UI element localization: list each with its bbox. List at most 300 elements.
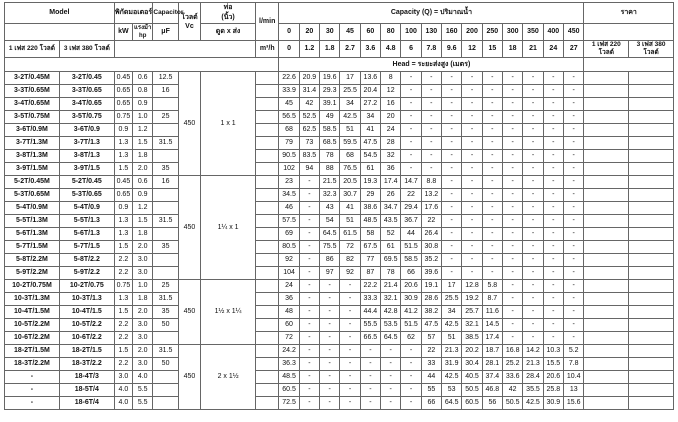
- power-kw: 0.65: [114, 98, 132, 111]
- capacitor-uf: [153, 202, 178, 215]
- head-value: 69: [279, 228, 299, 241]
- header-uf: μF: [153, 24, 178, 41]
- head-value: 30.4: [462, 358, 482, 371]
- head-value: -: [543, 228, 563, 241]
- head-value: 76.5: [340, 163, 360, 176]
- head-value: -: [320, 306, 340, 319]
- header-spacer: [114, 41, 255, 58]
- price-1ph: [584, 124, 629, 137]
- head-value: 10.3: [543, 345, 563, 358]
- m3h-value: 7.8: [421, 41, 441, 58]
- head-value: -: [442, 176, 462, 189]
- table-row: [5, 150, 674, 163]
- lmin-value: 400: [543, 24, 563, 41]
- head-value: -: [523, 306, 543, 319]
- head-value: -: [340, 319, 360, 332]
- power-kw: 1.3: [114, 293, 132, 306]
- head-value: 87: [360, 267, 380, 280]
- pump-spec-table: [4, 2, 674, 410]
- head-value: -: [543, 98, 563, 111]
- model-3ph: 5-7T/1.5: [59, 241, 114, 254]
- head-value: -: [401, 150, 421, 163]
- head-value: 48.5: [360, 215, 380, 228]
- power-kw: 0.45: [114, 176, 132, 189]
- model-1ph: 10-5T/2.2M: [5, 319, 60, 332]
- table-body: [5, 72, 674, 410]
- head-value: 44.4: [360, 306, 380, 319]
- head-value: -: [401, 345, 421, 358]
- power-kw: 2.2: [114, 358, 132, 371]
- price-1ph: [584, 254, 629, 267]
- head-value: 21.3: [442, 345, 462, 358]
- head-value: 42.5: [442, 371, 462, 384]
- capacitor-uf: 16: [153, 176, 178, 189]
- head-value: -: [340, 358, 360, 371]
- table-header: [5, 3, 674, 72]
- capacitor-uf: 25: [153, 280, 178, 293]
- head-value: -: [523, 280, 543, 293]
- power-hp: 5.5: [133, 384, 153, 397]
- head-value: 64.5: [381, 332, 401, 345]
- m3h-value: 1.2: [299, 41, 319, 58]
- head-value: 28.6: [421, 293, 441, 306]
- price-3ph: [629, 371, 674, 384]
- model-3ph: 18-5T/4: [59, 384, 114, 397]
- head-value: 21.3: [523, 358, 543, 371]
- head-value: 86: [320, 254, 340, 267]
- head-value: -: [482, 163, 502, 176]
- head-value: -: [523, 150, 543, 163]
- head-value: 15.5: [543, 358, 563, 371]
- head-value: 20.4: [360, 85, 380, 98]
- head-value: -: [482, 137, 502, 150]
- head-value: 22.2: [360, 280, 380, 293]
- head-value: -: [523, 254, 543, 267]
- head-value: 52: [381, 228, 401, 241]
- head-value: -: [442, 202, 462, 215]
- model-3ph: 5-2T/0.45: [59, 176, 114, 189]
- head-value: -: [360, 371, 380, 384]
- head-value: -: [340, 371, 360, 384]
- model-1ph: 3-7T/1.3M: [5, 137, 60, 150]
- head-value: 24: [279, 280, 299, 293]
- head-value: 47.5: [360, 137, 380, 150]
- head-value: 17.6: [421, 202, 441, 215]
- price-1ph: [584, 345, 629, 358]
- head-value: -: [360, 345, 380, 358]
- head-value: -: [320, 397, 340, 410]
- price-3ph: [629, 345, 674, 358]
- head-value: 43: [320, 202, 340, 215]
- head-value: 57.5: [279, 215, 299, 228]
- head-value: -: [563, 111, 583, 124]
- head-value: 25.7: [462, 306, 482, 319]
- price-3ph: [629, 150, 674, 163]
- head-value: 46.8: [482, 384, 502, 397]
- power-hp: 1.2: [133, 202, 153, 215]
- head-value: -: [563, 150, 583, 163]
- head-value: -: [482, 215, 502, 228]
- head-value: 31.4: [299, 85, 319, 98]
- head-value: -: [421, 163, 441, 176]
- head-value: 53: [442, 384, 462, 397]
- head-value: 36: [279, 293, 299, 306]
- lmin-value: 350: [523, 24, 543, 41]
- pipe-size: 1½ x 1¼: [201, 280, 256, 345]
- head-value: -: [320, 280, 340, 293]
- head-value: -: [442, 150, 462, 163]
- head-value: 10.4: [563, 371, 583, 384]
- head-value: 28.1: [482, 358, 502, 371]
- lmin-value: 20: [299, 24, 319, 41]
- head-value: -: [442, 137, 462, 150]
- head-value: -: [462, 215, 482, 228]
- head-value: 72: [279, 332, 299, 345]
- head-value: -: [503, 267, 523, 280]
- head-value: 26.4: [421, 228, 441, 241]
- table-row: [5, 345, 674, 358]
- model-3ph: 18-4T/3: [59, 371, 114, 384]
- head-value: 94: [299, 163, 319, 176]
- capacitor-uf: 16: [153, 85, 178, 98]
- header-capacity: Capacity (Q) = ปริมาณน้ำ: [279, 3, 584, 24]
- table-row: [5, 384, 674, 397]
- head-value: -: [503, 280, 523, 293]
- model-1ph: 5-8T/2.2M: [5, 254, 60, 267]
- head-value: -: [381, 384, 401, 397]
- head-value: 39.6: [421, 267, 441, 280]
- lmin-value: 200: [462, 24, 482, 41]
- head-value: -: [543, 202, 563, 215]
- head-value: -: [503, 163, 523, 176]
- head-value: 17.4: [482, 332, 502, 345]
- head-value: 102: [279, 163, 299, 176]
- model-3ph: 3-9T/1.5: [59, 163, 114, 176]
- capacitor-uf: 50: [153, 319, 178, 332]
- head-value: -: [563, 241, 583, 254]
- price-1ph: [584, 319, 629, 332]
- price-1ph: [584, 371, 629, 384]
- head-label-spacer: [256, 332, 279, 345]
- head-value: -: [503, 293, 523, 306]
- table-row: [5, 202, 674, 215]
- head-value: -: [320, 293, 340, 306]
- head-value: -: [523, 267, 543, 280]
- power-hp: 3.0: [133, 254, 153, 267]
- head-label-spacer: [256, 371, 279, 384]
- table-row: [5, 332, 674, 345]
- capacitor-uf: 35: [153, 306, 178, 319]
- head-label-spacer: [256, 176, 279, 189]
- head-value: -: [299, 176, 319, 189]
- head-value: 14.7: [401, 176, 421, 189]
- head-value: 57: [421, 332, 441, 345]
- head-label-spacer: [256, 228, 279, 241]
- head-value: -: [503, 150, 523, 163]
- table-row: [5, 98, 674, 111]
- model-1ph: 5-4T/0.9M: [5, 202, 60, 215]
- price-3ph: [629, 280, 674, 293]
- head-value: -: [401, 397, 421, 410]
- lmin-value: 30: [320, 24, 340, 41]
- head-value: 45: [279, 98, 299, 111]
- head-value: -: [482, 189, 502, 202]
- header-capacitor: Capacitor: [153, 3, 178, 24]
- head-value: 54: [320, 215, 340, 228]
- price-3ph: [629, 293, 674, 306]
- power-kw: 2.2: [114, 319, 132, 332]
- power-hp: 1.8: [133, 228, 153, 241]
- head-value: 28: [381, 137, 401, 150]
- head-value: 25.5: [340, 85, 360, 98]
- head-value: -: [503, 215, 523, 228]
- power-kw: 0.65: [114, 85, 132, 98]
- head-value: 7.8: [563, 358, 583, 371]
- head-value: -: [543, 332, 563, 345]
- head-value: -: [340, 293, 360, 306]
- head-value: -: [462, 228, 482, 241]
- model-1ph: 3-6T/0.9M: [5, 124, 60, 137]
- head-value: -: [299, 215, 319, 228]
- head-value: -: [503, 124, 523, 137]
- power-kw: 4.0: [114, 397, 132, 410]
- header-suck-send: ดูด x ส่ง: [201, 24, 256, 41]
- head-value: -: [563, 306, 583, 319]
- price-3ph: [629, 241, 674, 254]
- head-value: 75.5: [320, 241, 340, 254]
- head-value: -: [503, 254, 523, 267]
- head-value: -: [299, 241, 319, 254]
- head-value: -: [462, 72, 482, 85]
- head-value: -: [320, 332, 340, 345]
- head-value: -: [523, 111, 543, 124]
- capacitor-uf: [153, 397, 178, 410]
- head-value: -: [442, 124, 462, 137]
- model-3ph: 3-2T/0.45: [59, 72, 114, 85]
- head-label-spacer: [256, 85, 279, 98]
- head-value: -: [462, 98, 482, 111]
- power-hp: 0.6: [133, 72, 153, 85]
- pipe-size: 2 x 1½: [201, 345, 256, 410]
- head-value: -: [299, 371, 319, 384]
- head-value: -: [543, 215, 563, 228]
- lmin-value: 130: [421, 24, 441, 41]
- head-value: -: [340, 397, 360, 410]
- head-value: -: [442, 189, 462, 202]
- head-value: -: [360, 397, 380, 410]
- head-value: 42.5: [340, 111, 360, 124]
- head-value: -: [462, 241, 482, 254]
- capacitor-uf: [153, 384, 178, 397]
- power-hp: 1.8: [133, 150, 153, 163]
- head-value: 53.5: [381, 319, 401, 332]
- head-value: 50.5: [503, 397, 523, 410]
- lmin-value: 0: [279, 24, 299, 41]
- m3h-value: 12: [462, 41, 482, 58]
- m3h-value: 6: [401, 41, 421, 58]
- head-value: -: [563, 267, 583, 280]
- head-value: -: [381, 358, 401, 371]
- head-value: -: [442, 85, 462, 98]
- head-value: -: [401, 163, 421, 176]
- head-value: 73: [299, 137, 319, 150]
- head-value: -: [543, 306, 563, 319]
- price-3ph: [629, 137, 674, 150]
- power-kw: 0.9: [114, 124, 132, 137]
- head-label-spacer: [256, 202, 279, 215]
- head-label-spacer: [256, 150, 279, 163]
- header-m3h: m³/h: [256, 41, 279, 58]
- head-value: -: [299, 306, 319, 319]
- head-value: 8.7: [482, 293, 502, 306]
- model-3ph: 5-4T/0.9: [59, 202, 114, 215]
- model-3ph: 5-9T/2.2: [59, 267, 114, 280]
- head-value: -: [421, 137, 441, 150]
- head-value: 48.5: [279, 371, 299, 384]
- head-value: -: [421, 98, 441, 111]
- head-value: 69.5: [381, 254, 401, 267]
- head-value: -: [320, 371, 340, 384]
- head-value: 42.5: [442, 319, 462, 332]
- head-value: -: [401, 98, 421, 111]
- head-value: 18.7: [482, 345, 502, 358]
- capacitor-uf: [153, 371, 178, 384]
- price-1ph: [584, 98, 629, 111]
- head-label-spacer: [256, 124, 279, 137]
- table-row: [5, 371, 674, 384]
- header-price-3ph: 3 เฟส 380 โวลต์: [629, 41, 674, 58]
- head-label-spacer: [256, 358, 279, 371]
- lmin-value: 80: [381, 24, 401, 41]
- head-value: -: [543, 150, 563, 163]
- model-1ph: 5-2T/0.45M: [5, 176, 60, 189]
- model-1ph: 3-2T/0.45M: [5, 72, 60, 85]
- power-kw: 1.5: [114, 163, 132, 176]
- head-value: -: [503, 189, 523, 202]
- head-value: -: [340, 332, 360, 345]
- price-1ph: [584, 176, 629, 189]
- head-value: -: [421, 111, 441, 124]
- head-value: 42: [503, 384, 523, 397]
- head-value: -: [299, 397, 319, 410]
- power-hp: 2.0: [133, 345, 153, 358]
- header-head: Head = ระยะส่งสูง (เมตร): [279, 58, 584, 72]
- power-hp: 1.0: [133, 111, 153, 124]
- head-value: -: [482, 85, 502, 98]
- model-3ph: 5-5T/1.3: [59, 215, 114, 228]
- head-value: -: [482, 202, 502, 215]
- model-1ph: 5-5T/1.3M: [5, 215, 60, 228]
- power-hp: 0.8: [133, 85, 153, 98]
- head-value: -: [299, 293, 319, 306]
- header-lmin: l/min: [256, 3, 279, 41]
- power-kw: 4.0: [114, 384, 132, 397]
- power-kw: 2.2: [114, 267, 132, 280]
- power-kw: 2.2: [114, 332, 132, 345]
- m3h-value: 0: [279, 41, 299, 58]
- head-value: 20.6: [401, 280, 421, 293]
- head-value: 46: [279, 202, 299, 215]
- head-value: -: [401, 111, 421, 124]
- head-value: -: [503, 98, 523, 111]
- table-row: [5, 267, 674, 280]
- head-label-spacer: [256, 345, 279, 358]
- head-value: 41: [360, 124, 380, 137]
- head-value: 30.7: [340, 189, 360, 202]
- capacitor-uf: 31.5: [153, 293, 178, 306]
- table-row: [5, 111, 674, 124]
- head-label-spacer: [256, 163, 279, 176]
- head-value: -: [503, 332, 523, 345]
- price-3ph: [629, 176, 674, 189]
- head-value: -: [462, 163, 482, 176]
- head-value: 15.6: [563, 397, 583, 410]
- model-1ph: 5-9T/2.2M: [5, 267, 60, 280]
- lmin-value: 100: [401, 24, 421, 41]
- head-value: 61: [360, 163, 380, 176]
- head-value: -: [523, 228, 543, 241]
- capacitor-uf: 31.5: [153, 345, 178, 358]
- head-value: -: [442, 98, 462, 111]
- power-hp: 5.5: [133, 397, 153, 410]
- head-value: 68: [340, 150, 360, 163]
- head-value: 83.5: [299, 150, 319, 163]
- head-value: -: [563, 332, 583, 345]
- power-kw: 1.3: [114, 228, 132, 241]
- head-value: -: [401, 384, 421, 397]
- power-hp: 2.0: [133, 163, 153, 176]
- head-value: 36: [381, 163, 401, 176]
- pipe-size: 1¼ x 1: [201, 176, 256, 280]
- head-value: 56: [482, 397, 502, 410]
- head-value: -: [482, 124, 502, 137]
- head-value: 30.8: [421, 241, 441, 254]
- head-value: 13.6: [360, 72, 380, 85]
- price-1ph: [584, 137, 629, 150]
- table-row: [5, 306, 674, 319]
- power-hp: 0.9: [133, 189, 153, 202]
- model-1ph: 5-6T/1.3M: [5, 228, 60, 241]
- head-value: -: [462, 111, 482, 124]
- price-3ph: [629, 254, 674, 267]
- head-value: 44: [421, 371, 441, 384]
- head-value: 35.2: [421, 254, 441, 267]
- head-value: 20: [381, 111, 401, 124]
- model-3ph: 18-3T/2.2: [59, 358, 114, 371]
- header-model-1ph: 1 เฟส 220 โวลต์: [5, 41, 60, 58]
- head-value: -: [442, 241, 462, 254]
- head-value: -: [563, 254, 583, 267]
- head-value: -: [299, 345, 319, 358]
- head-value: -: [543, 241, 563, 254]
- head-value: 16.8: [503, 345, 523, 358]
- head-value: 44: [401, 228, 421, 241]
- head-value: -: [482, 267, 502, 280]
- head-value: 29: [360, 189, 380, 202]
- price-3ph: [629, 397, 674, 410]
- lmin-value: 300: [503, 24, 523, 41]
- head-value: -: [421, 72, 441, 85]
- head-value: -: [462, 85, 482, 98]
- price-3ph: [629, 202, 674, 215]
- head-value: 24: [381, 124, 401, 137]
- head-value: 60.5: [279, 384, 299, 397]
- head-value: 32: [381, 150, 401, 163]
- power-hp: 3.0: [133, 267, 153, 280]
- head-value: 51: [340, 215, 360, 228]
- head-value: -: [503, 228, 523, 241]
- head-value: -: [320, 319, 340, 332]
